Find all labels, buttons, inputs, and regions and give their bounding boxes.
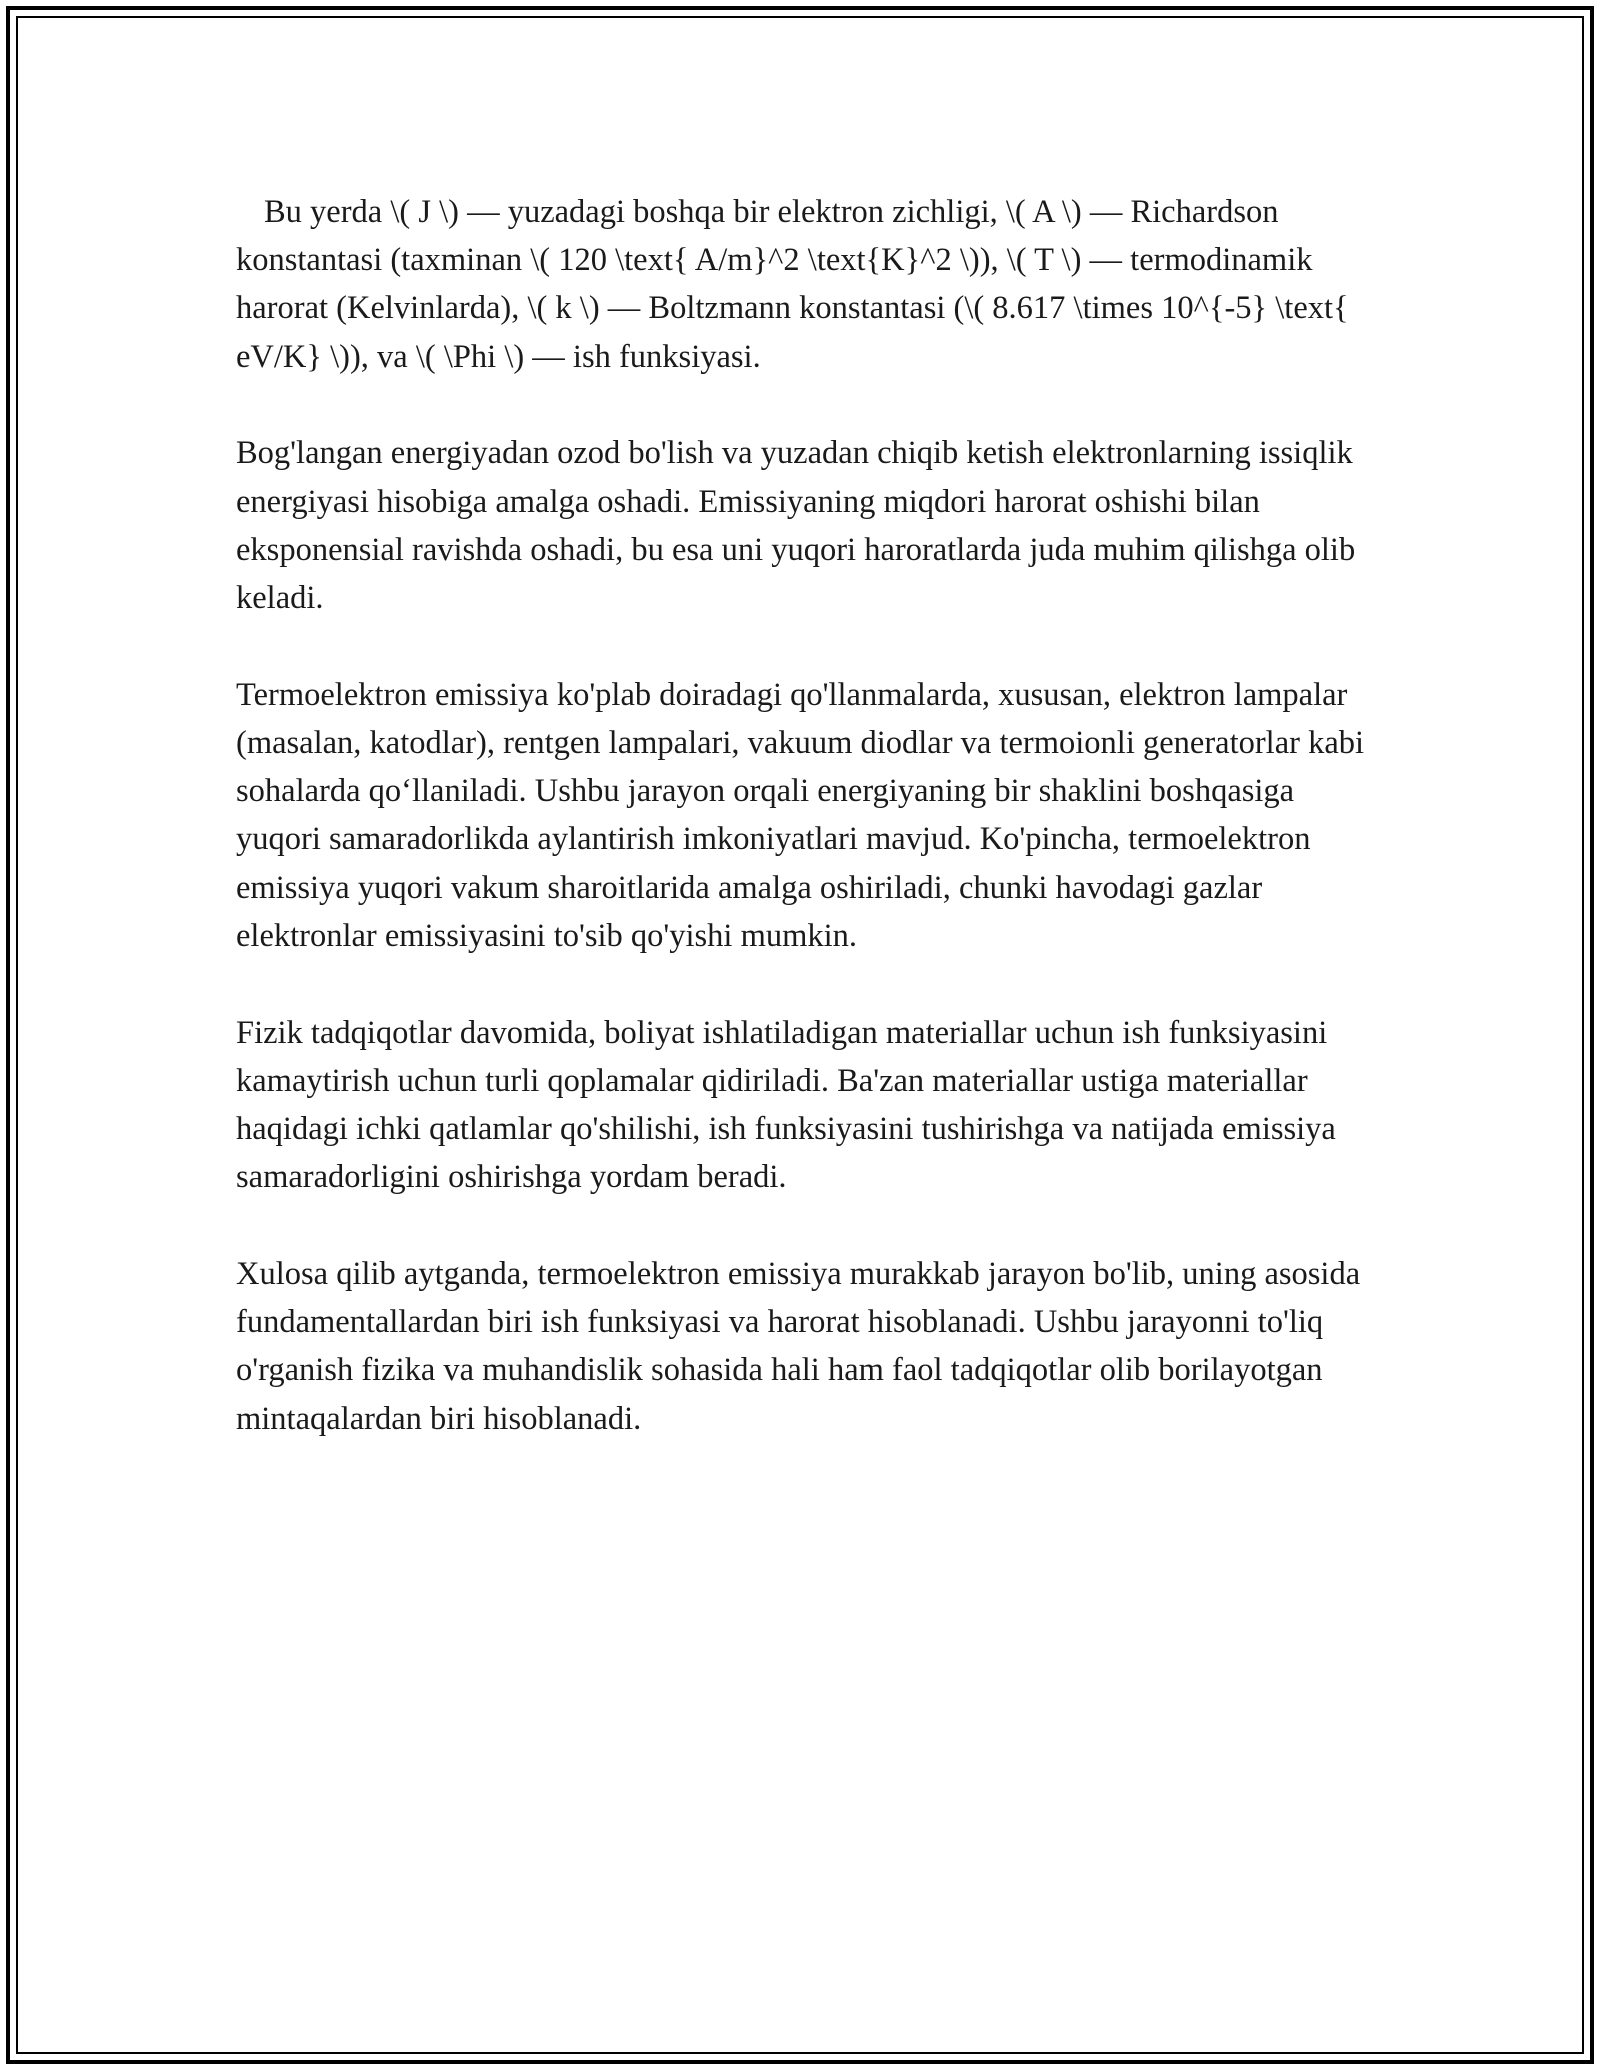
- paragraph-3: Termoelektron emissiya ko'plab doiradagi qo'llanmalarda, xususan, elektron lampalar (masalan, katodlar), rentgen lampalari, vakuum diodlar va termoionli generatorlar kabi sohalarda qo‘llaniladi. Ushbu jarayon orqali energiyaning bir shaklini boshqasiga yuqori samaradorlikda aylantirish imkoniyatlari mavjud. Ko'pincha, termoelektron emissiya yuqori vakum sharoitlarida amalga oshiriladi, chunki havodagi gazlar elektronlar emissiyasini to'sib qo'yishi mumkin.: [236, 676, 1365, 954]
- document-body: [236, 188, 1366, 1491]
- paragraph-2: Bog'langan energiyadan ozod bo'lish va yuzadan chiqib ketish elektronlarning issiqlik energiyasi hisobiga amalga oshadi. Emissiyaning miqdori harorat oshishi bilan eksponensial ravishda oshadi, bu esa uni yuqori haroratlarda juda muhim qilishga olib keladi.: [236, 435, 1356, 617]
- paragraph-1: Bu yerda \( J \) — yuzadagi boshqa bir elektron zichligi, \( A \) — Richardson konstantasi (taxminan \( 120 \text{ A/m}^2 \text{K}^2 \)), \( T \) — termodinamik harorat (Kelvinlarda), \( k \) — Boltzmann konstantasi (\( 8.617 \times 10^{-5} \text{ eV/K} \)), va \( \Phi \) — ish funksiyasi.: [236, 194, 1349, 375]
- paragraph-5: Xulosa qilib aytganda, termoelektron emissiya murakkab jarayon bo'lib, uning asosida fundamentallardan biri ish funksiyasi va harorat hisoblanadi. Ushbu jarayonni to'liq o'rganish fizika va muhandislik sohasida hali ham faol tadqiqotlar olib borilayotgan mintaqalardan biri hisoblanadi.: [236, 1256, 1361, 1437]
- paragraph-4: Fizik tadqiqotlar davomida, boliyat ishlatiladigan materiallar uchun ish funksiyasini kamaytirish uchun turli qoplamalar qidiriladi. Ba'zan materiallar ustiga materiallar haqidagi ichki qatlamlar qo'shilishi, ish funksiyasini tushirishga va natijada emissiya samaradorligini oshirishga yordam beradi.: [236, 1014, 1336, 1196]
